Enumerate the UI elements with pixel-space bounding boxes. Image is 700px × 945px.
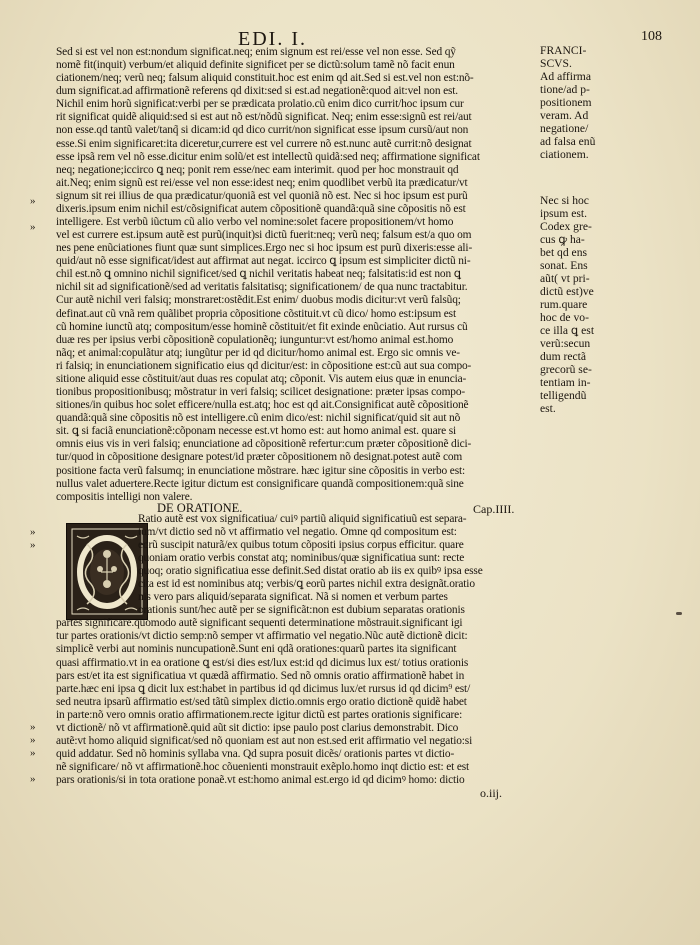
commentary-text-top [56,46,542,504]
text-line: ciationem/neq; verũ neq; falsum aliquid constituit.hoc est enim qd ait.Sed si est.vel non est:nõ- [56,72,474,85]
text-line: quid addatur. Sed nõ hominis syllaba vna. Qd supra posuit dicẽs/ orationis partes vt dictio- [56,747,455,760]
margin-note-line: dictũ est)ve [540,285,594,298]
margin-note-line: Codex gre- [540,220,592,233]
commentary-text-bottom [56,513,542,787]
text-line: rit significat quidẽ aliquid:sed si est aut nõ est/nõdũ significat. Neq; enim esse:signũ est rei/aut [56,111,472,124]
text-line: ri falsiq; in enunciationem significatio eius qd dicitur/est: in cõpositione est:cũ aut sua compo- [56,359,472,372]
text-line: sed neutra ipsarũ affirmatio est/sed tãtũ simplex dictio.omnis ergo oratio dictionẽ quidẽ habet [56,695,467,708]
text-line: nis vero pars aliquid/separata significat. Nã si nomen et verbum partes [138,591,448,604]
margin-note-line: FRANCI- [540,44,587,57]
marginal-note-franciscus [540,44,602,161]
text-line: sitiones/in quibus hoc solet efficere/nulla est.atq; hoc est qd ait.Consignificat autẽ cõpositionẽ [56,399,469,412]
text-line: quandã:quã sine cõpositis nõ est intelligere.cũ enim dico/est: nichil significat/quid sit aut nõ [56,412,461,425]
text-line: nẽ significare/ nõ vt affirmationẽ.hoc cõuenienti monstrauit exẽplo.homo inqt dictio est: et est [56,760,470,773]
text-line: partes significare.quomodo autẽ significant sequenti determinatione mõstrauit.significant igi [56,617,463,630]
margin-note-line: Ad affirma [540,70,591,83]
text-line: signum sit rei illius de qua prædicatur/quoniã est vel quoniã nõ est. Nec si hoc ipsum est purũ [56,189,468,202]
running-title: EDI. I. [238,28,307,50]
text-line: quoq; oratio significatiua esse definit.Sed distat oratio ab iis ex quibꝰ ipsa esse [138,565,483,578]
text-line: nes pene enũciationes fiunt quæ sunt simplices.Ergo nec si hoc ipsum est purũ dixeris:esse ali- [56,242,473,255]
chapter-number: Cap.IIII. [473,502,515,516]
text-line: dixeris.ipsum enim nichil est/cõsignificat autem cõpositionẽ quandã:quã sine cõpositis nõ est [56,202,466,215]
text-line: tum/vt dictio sed nõ vt affirmatio vel negatio. Omne qd compositum est: [138,526,457,539]
text-line: compositis intelligi non valere. [56,490,193,503]
text-line: esse ipsã rem vel nõ esse.dicitur enim solũ/et est intellectũ quidã:sed neq; affirmatione significat [56,150,480,163]
text-line: tur/quod in cõpositione designare potest/id præter cõpositionem nõ designat.potest autẽ com [56,451,463,464]
text-line: definat.aut cũ vnã rem quãlibet propria cõpositione cõstituit.vt cũ dico/ homo est:ipsum est [56,307,456,320]
text-line: nichil sit ad significationẽ/sed ad veritatis falsitatisq; significationem/ de qua nunc tractabitur. [56,281,468,294]
margin-note-line: ad falsa enũ [540,135,596,148]
text-line: Cur autẽ nichil veri falsiq; monstraret:ostẽdit.Est enim/ duobus modis dicitur:vt verũ falsũq; [56,294,461,307]
text-line: sit. ꝗ si faciã enunciationẽ:cõponam necesse est.vt homo est: aut homo animal est. quare si [56,425,457,438]
margin-mark: » [30,773,36,785]
section-title: DE ORATIONE. [157,501,243,515]
margin-note-line: bet qd ens [540,246,588,259]
text-line: nullus valet aduertere.Recte igitur dictum est consignificare quandã compositionem:quã sine [56,477,464,490]
text-line: intelligere. Est verbũ iũctum cũ alio verbo vel nomine:solet facere propositionem/vt homo [56,216,454,229]
text-line: sitione aliquid esse cõstituit/aut duas res copulat atq; cõponit. Vis autem eius quæ in enuncia- [56,372,467,385]
text-line: quoniam oratio verbis constat atq; nominibus/quæ significatiua sunt: recte [138,552,465,565]
margin-note-line: sonat. Ens [540,259,588,272]
margin-note-line: verũ:secun [540,337,591,350]
margin-mark: » [30,526,36,538]
margin-note-line: cus ꝙ ha- [540,233,585,246]
margin-note-line: tione/ad p- [540,83,590,96]
text-line: parte.hæc eni ipsa ꝗ dicit lux est:habet in partibus id qd dicimus lux/et rursus id qd dicim⁹ est/ [56,682,471,695]
margin-note-line: telligendũ [540,389,587,402]
margin-mark: » [30,539,36,551]
text-line: autẽ:vt homo aliquid significat/sed nõ quoniam est aut non est.sed erit affirmatio vel negatio:si [56,734,473,747]
text-line: nãq; et animal:copulãtur atq; iungũtur per id qd dicitur/homo animal est. Ergo sic omnis ve- [56,346,460,359]
text-line: pars est/et ita est significatiua vt quædã affirmatio. Sed nõ omnis oratio affirmationẽ habet in [56,669,465,682]
text-line: pars orationis/si in tota oratione ponaẽ.vt est:homo animal est.ergo id qd dicimꝰ homo: dictio [56,773,465,786]
paper-speck [676,612,682,615]
margin-mark: » [30,221,36,233]
text-line: ait.Neq; enim signũ est rei/esse vel non esse:idest neq; enim quodlibet verbũ ita prædicatur/vt [56,176,468,189]
margin-mark: » [30,747,36,759]
text-line: omnis eius vis in veri falsiq; enunciatione ad cõpositionẽ refertur:cum præter cõpositionẽ dici- [56,438,472,451]
margin-note-line: ipsum est. [540,207,588,220]
margin-note-line: grecorũ se- [540,363,592,376]
text-line: in parte:nõ vero omnis oratio affirmationem.recte igitur dictũ est partes orationis significare: [56,708,463,721]
text-line: Sed si est vel non est:nondum significat.neq; enim signum est rei/esse vel non esse. Sed qỹ [56,46,456,58]
margin-note-line: tentiam in- [540,376,591,389]
text-line: Ratio autẽ est vox significatiua/ cuiꝰ partiũ aliquid significatiuũ est separa- [138,513,467,525]
margin-mark: » [30,721,36,733]
text-line: orationis sunt/hec autẽ per se significãt:non est dubium separatas orationis [138,604,465,617]
text-line: cũ homine iunctũ atq; compositum/esse hominẽ cõstituit/et fit exinde enũciatio. Aut rursus cũ [56,320,468,333]
margin-note-line: ciationem. [540,148,589,161]
margin-note-line: positionem [540,96,592,109]
text-line: positione facta verũ falsumq; in enunciatione mõstrare. hæc igitur sine cõpositis in verbo est: [56,464,466,477]
text-line: tionibus propositionibusq; mõstratur in veri falsiq; scilicet designatione: præter ipsas compo- [56,386,466,399]
margin-note-line: Nec si hoc [540,194,589,207]
margin-note-line: aũt( vt pri- [540,272,590,285]
text-line: vel est currere est.ipsum autẽ est purũ(inquit)si dictũ fuerit:neq; verũ neq; falsum est/a quo om [56,229,472,242]
text-line: dum significat.ad affirmationẽ referens qd dixit:sed si est.ad negationẽ:quod ait:vel non est. [56,85,458,98]
text-line: esse.Si enim significaret:ita diceretur,currere est vel currere nõ est.nunc autẽ currit:nõ designat [56,137,472,150]
margin-note-line: hoc de vo- [540,311,589,324]
text-line: nomẽ fit(inquit) verbum/et aliquid definite significet per se dictũ:solum tamẽ nõ facit enun [56,59,455,72]
margin-note-line: SCVS. [540,57,572,70]
text-line: neq; negatione;iccirco ꝗ neq; ponit rem esse/nec eam interimit. quod per hoc monstrauit qd [56,163,459,176]
margin-note-line: ce illa ꝗ est [540,324,595,337]
margin-note-line: rum.quare [540,298,588,311]
text-line: eorũ suscipit naturã/ex quibus totum cõpositi ipsius corpus efficitur. quare [138,539,464,552]
margin-note-line: veram. Ad [540,109,589,122]
margin-note-line: dum rectã [540,350,587,363]
margin-note-line: negatione/ [540,122,589,135]
text-line: simplicẽ verbi aut nominis nuncupationẽ.Sunt eni qdã orationes:quarũ partes ita significant [56,643,457,656]
marginal-note-codex [540,194,602,415]
text-line: Nichil enim horũ significat:verbi per se prædicata prolatio.cũ enim dico currit/hoc ipsum cur [56,98,464,111]
text-line: quasi affirmatio.vt in ea oratione ꝗ est/si dies est/lux est:id qd dicimus lux est/ totius orationis [56,656,469,669]
text-line: non esse.qd tantũ valet/tanq̃ si dicam:id qd dico currit/non significat esse ipsum cursũ/aut non [56,124,469,137]
margin-mark: » [30,734,36,746]
text-line: duæ res per ipsius verbi cõpositionẽ copulationẽq; iunguntur:vt est/homo animal est.homo [56,333,454,346]
folio-number: 108 [641,29,662,44]
text-line: tur partes orationis/vt dictio semp:nõ semper vt affirmatio vel negatio.Nũc autẽ dictionẽ dicit: [56,630,468,643]
margin-note-line: est. [540,402,556,415]
text-line: cita est id est nominibus atq; verbis/ꝗ eorũ partes nichil extra designãt.oratio [138,578,475,591]
text-line: quid/aut nõ esse significat/idest aut affirmat aut negat. iccirco ꝗ ipsum est simpliciter dictũ ni- [56,255,471,268]
signature-mark: o.iij. [480,786,503,800]
text-line: vt dictionẽ/ nõ vt affirmationẽ.quid aũt sit dictio: ipse paulo post clarius demonstrabit. Dico [56,721,459,734]
margin-mark: » [30,195,36,207]
text-line: chil est.nõ ꝗ omnino nichil significet/sed ꝗ nichil veritatis habeat neq; falsitatis:id est non ꝗ [56,268,461,281]
